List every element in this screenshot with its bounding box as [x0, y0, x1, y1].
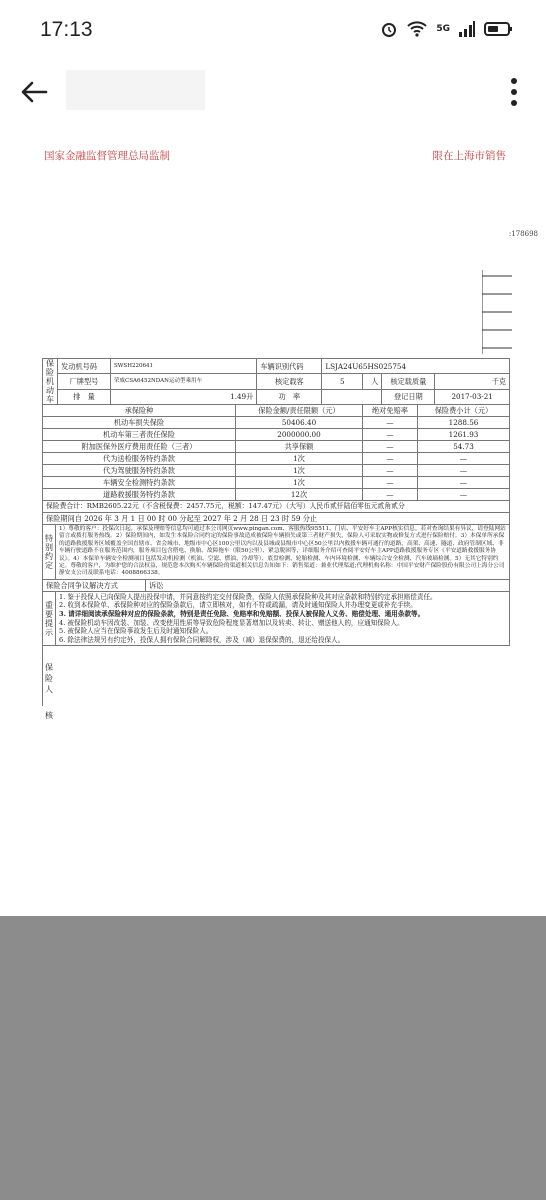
status-bar	[0, 0, 546, 62]
notice-item: 2. 收到本保险单、承保险种对应的保险条款后，请立即核对，如有不符或疏漏，请及时通知保险人并办理变更或补充手续。	[59, 601, 417, 610]
coverage-name: 代为驾驶服务特约条款	[43, 465, 236, 477]
coverage-row	[43, 453, 510, 465]
wifi-icon	[406, 20, 428, 38]
displacement-value: 1.49升	[111, 389, 257, 404]
notice-item: 1. 鉴于投保人已向保险人提出投保申请，并同意按约定交付保险费，保险人依照承保险种及其对应条款和特别约定承担赔偿责任。	[59, 592, 437, 601]
viewer-background	[0, 916, 546, 1200]
vin-value: LSJA24U65HS025754	[322, 359, 510, 374]
special-terms-text: 1）尊敬的客户：投保次日起，承保及理赔等信息均可通过本公司网页www.pingan.com、客服热线95511、门店、平安好车主APP核实信息。若对查询结果有异议，请登陆网站留言或拨打服务热线。2）保险期间内，如发生本保险合同约定的保险事故造成被保险车辆损失或第三者财产损失，保险人可采取实物或修复方式进行保险赔付。3）本保单所承保的道路救援服务区域覆盖全国直辖市、省会城市、地级市中心区100公里以内以及县城或县级市中心区50公里以内救援车辆可通行的道路，高架、高速、隧道、政府管制区域、非车辆行驶道路不在服务范围内，服务项目包含搭电、换胎、故障拖车（限50公里）、紧急脱困等，详细服务介绍可查阅平安好车主APP道路救援服务专区《平安道路救援服务协议》。4）本保单车辆安全检测项目包括发动机检测（机油、空滤、燃油、冷却等）、底盘检测、轮胎检测、车内环境检测、车辆综合安全检测、汽车玻璃检测。5）无其它特别约定。尊敬的客户，为维护您的合法权益，规范您本次购买车辆保险的渠道相关信息告知如下：销售渠道：兼业代理渠道;代理机构名称：中国平安财产保险股份有限公司上海分公司静安支公司及联系电话：4008866338。	[56, 525, 510, 580]
coverage-premium: 1261.93	[418, 429, 510, 441]
insurer-section	[42, 646, 510, 721]
reg-date-value: 2017-03-21	[435, 389, 510, 404]
coverage-header-amount: 保险金额/责任限额（元）	[236, 405, 363, 417]
reg-date-label: 登记日期	[382, 389, 435, 404]
coverage-amount: 1次	[236, 465, 363, 477]
coverage-premium: —	[418, 453, 510, 465]
load-unit: 千克	[435, 374, 510, 389]
power-label: 功 率	[257, 389, 322, 404]
seats-value: 5	[322, 374, 363, 389]
status-time: 17:13	[40, 18, 93, 41]
policy-sheet	[42, 358, 510, 721]
coverage-row	[43, 429, 510, 441]
notice-item: 4. 被保险机动车因改装、加装、改变使用性质等导致危险程度显著增加以及转卖、转让、赠送他人的，应通知保险人。	[59, 618, 404, 627]
special-terms-label: 特别约定	[43, 525, 56, 580]
load-label: 核定载质量	[382, 374, 435, 389]
notice-item: 3. 请详细阅读承保险种对应的保险条款，特别是责任免除、免赔率和免赔额、投保人被保险人义务、赔偿处理、通用条款等。	[59, 610, 425, 619]
seats-unit: 人	[363, 374, 382, 389]
alarm-icon	[380, 20, 398, 38]
coverage-table	[42, 404, 510, 525]
coverage-premium: 1288.56	[418, 417, 510, 429]
coverage-deductible: —	[363, 417, 418, 429]
coverage-amount: 12次	[236, 489, 363, 501]
coverage-amount: 2000000.00	[236, 429, 363, 441]
coverage-deductible: —	[363, 429, 418, 441]
displacement-label: 排 量	[58, 389, 111, 404]
coverage-name: 车辆安全检测特约条款	[43, 477, 236, 489]
coverage-header-deductible: 绝对免赔率	[363, 405, 418, 417]
network-type: 5G	[436, 24, 450, 34]
model-value: 荣威CSA6452NDAN运动型乘用车	[111, 374, 257, 389]
signal-icon	[458, 20, 476, 38]
engine-no-value: SWSH220641	[111, 359, 257, 374]
coverage-amount: 50406.40	[236, 417, 363, 429]
notice-item: 5. 被保险人应当在保险事故发生后及时通知保险人。	[59, 627, 213, 636]
power-value	[322, 389, 382, 404]
vehicle-side-label: 保险机动车	[43, 359, 58, 405]
special-terms-table	[42, 524, 510, 580]
dispute-label: 保险合同争议解决方式	[43, 579, 146, 591]
notice-label: 重要提示	[43, 591, 56, 646]
model-label: 厂牌型号	[58, 374, 111, 389]
coverage-header-name: 承保险种	[43, 405, 236, 417]
coverage-amount: 1次	[236, 477, 363, 489]
coverage-name: 附加医保外医疗费用责任险（三者）	[43, 441, 236, 453]
coverage-premium: —	[418, 477, 510, 489]
coverage-premium: 54.73	[418, 441, 510, 453]
coverage-row	[43, 417, 510, 429]
engine-no-label: 发动机号码	[58, 359, 111, 374]
seats-label: 核定载客	[257, 374, 322, 389]
coverage-amount: 共享保额	[236, 441, 363, 453]
coverage-row	[43, 465, 510, 477]
coverage-deductible: —	[363, 453, 418, 465]
vehicle-table	[42, 358, 510, 405]
coverage-premium: —	[418, 465, 510, 477]
coverage-name: 代为送检服务特约条款	[43, 453, 236, 465]
premium-total: 保险费合计：RMB2605.22元（不含税保费：2457.75元，税额：147.47元）（大写）人民币贰仟陆佰零伍元贰角贰分	[43, 501, 510, 513]
back-arrow-icon[interactable]	[18, 76, 50, 108]
coverage-amount: 1次	[236, 453, 363, 465]
coverage-name: 机动车损失保险	[43, 417, 236, 429]
app-bar	[0, 62, 546, 126]
coverage-name: 机动车第三者责任保险	[43, 429, 236, 441]
page-title	[66, 70, 205, 110]
document-viewer[interactable]	[0, 126, 546, 916]
coverage-deductible: —	[363, 465, 418, 477]
checker-label: 核	[45, 711, 53, 721]
coverage-deductible: —	[363, 441, 418, 453]
insurance-period: 保险期间自 2026 年 3 月 1 日 00 时 00 分起至 2027 年 2 月 28 日 23 时 59 分止	[43, 513, 510, 525]
coverage-premium: —	[418, 489, 510, 501]
coverage-header-row	[43, 405, 510, 417]
insurer-label: 保险人	[45, 663, 53, 695]
notice-item: 6. 除法律法规另有约定外，投保人拥有保险合同解除权，涉及（减）退保保费的，退还给投保人。	[59, 635, 345, 644]
notice-body	[56, 591, 510, 646]
form-edge-lines	[482, 270, 512, 354]
coverage-name: 道路救援服务特约条款	[43, 489, 236, 501]
coverage-row	[43, 441, 510, 453]
coverage-row	[43, 477, 510, 489]
dispute-value: 诉讼	[146, 579, 510, 591]
vin-label: 车辆识别代码	[257, 359, 322, 374]
regulator-header: 国家金融监督管理总局监制	[44, 150, 170, 162]
coverage-deductible: —	[363, 489, 418, 501]
coverage-deductible: —	[363, 477, 418, 489]
more-options-icon[interactable]	[508, 76, 520, 108]
status-icons	[380, 20, 514, 38]
notice-table	[42, 591, 510, 647]
battery-icon	[484, 20, 514, 38]
coverage-row	[43, 489, 510, 501]
region-header: 限在上海市销售	[432, 150, 506, 162]
coverage-header-premium: 保险费小计（元）	[418, 405, 510, 417]
policy-number: :178698	[508, 230, 538, 238]
